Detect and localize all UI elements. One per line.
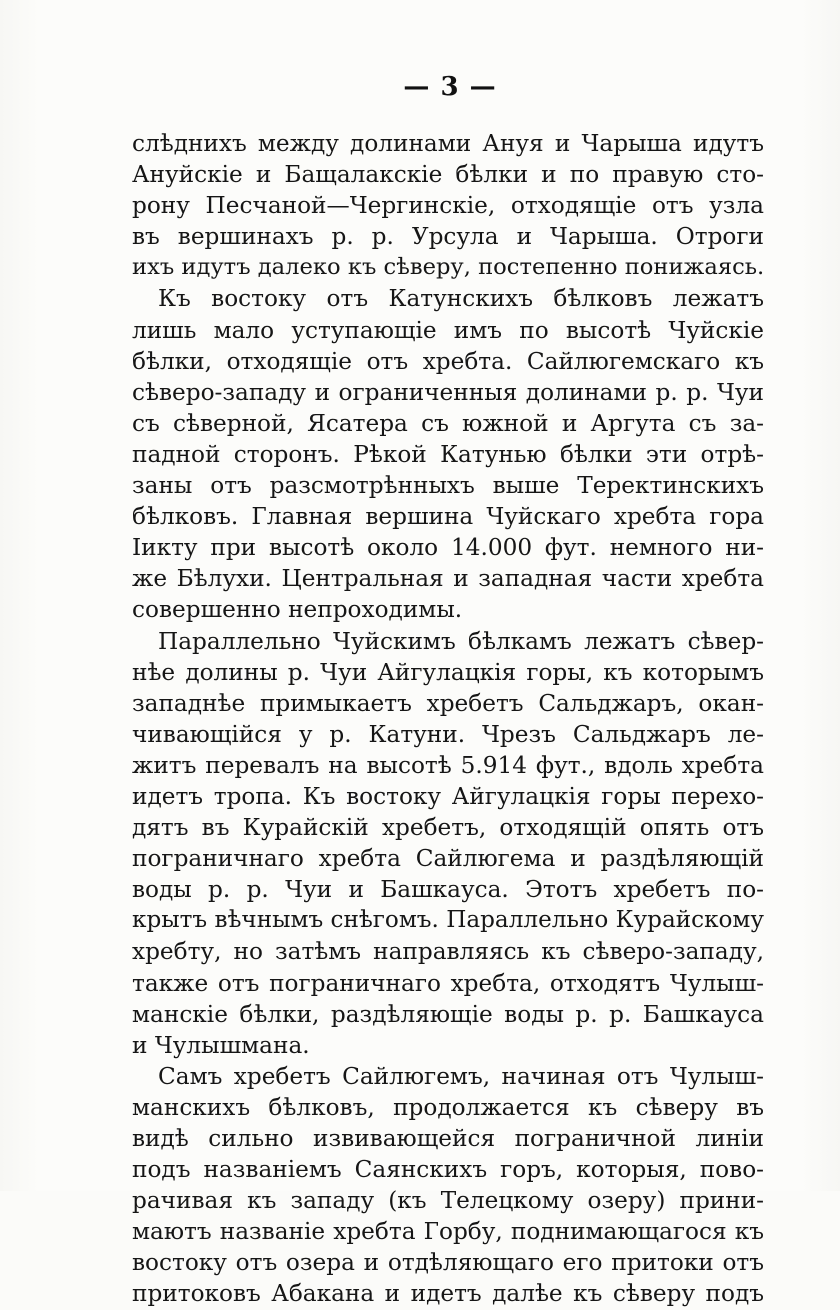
text-line: съ сѣверной, Ясатера съ южной и Аргута съ за- xyxy=(132,409,764,437)
text-line: рону Песчаной—Чергинскіе, отходящіе отъ узла xyxy=(132,192,764,220)
text-line: идетъ тропа. Къ востоку Айгулацкія горы перехо- xyxy=(132,782,764,810)
text-line: воды р. р. Чуи и Башкауса. Этотъ хребетъ по- xyxy=(132,876,764,904)
text-line: бѣлковъ. Главная вершина Чуйскаго хребта гора xyxy=(132,503,764,531)
text-line: бѣлки, отходящіе отъ хребта. Сайлюгемскаго къ xyxy=(132,347,764,375)
text-line: также отъ пограничнаго хребта, отходятъ Чулыш- xyxy=(132,969,764,997)
text-line: маютъ названіе хребта Горбу, поднимающагося къ xyxy=(132,1218,764,1246)
text-line: манскіе бѣлки, раздѣляющіе воды р. р. Башкауса xyxy=(132,1000,764,1028)
text-line: крытъ вѣчнымъ снѣгомъ. Параллельно Курайскому xyxy=(132,907,764,934)
text-line: нѣе долины р. Чуи Айгулацкія горы, къ которымъ xyxy=(132,658,764,686)
text-line: видѣ сильно извивающейся пограничной линіи xyxy=(132,1125,764,1152)
text-line: Къ востоку отъ Катунскихъ бѣлковъ лежатъ xyxy=(158,285,764,313)
text-line: манскихъ бѣлковъ, продолжается къ сѣверу въ xyxy=(132,1093,764,1121)
text-line: востоку отъ озера и отдѣляющаго его притоки отъ xyxy=(132,1249,764,1277)
text-line: заны отъ разсмотрѣнныхъ выше Теректинскихъ xyxy=(132,472,764,500)
text-line: лишь мало уступающіе имъ по высотѣ Чуйскіе xyxy=(132,316,764,344)
text-line: слѣднихъ между долинами Ануя и Чарыша идутъ xyxy=(132,130,764,157)
text-line: рачивая къ западу (къ Телецкому озеру) прини- xyxy=(132,1187,764,1215)
text-line: падной сторонъ. Рѣкой Катунью бѣлки эти отрѣ- xyxy=(132,440,764,468)
text-line: и Чулышмана. xyxy=(132,1031,310,1059)
text-line: подъ названіемъ Саянскихъ горъ, которыя, пово- xyxy=(132,1156,764,1184)
text-line: въ вершинахъ р. р. Урсула и Чарыша. Отроги xyxy=(132,223,764,251)
text-line: хребту, но затѣмъ направляясь къ сѣверо-западу, xyxy=(132,938,764,966)
page-body-text xyxy=(132,128,764,1310)
text-line: Ануйскіе и Бащалакскіе бѣлки и по правую сто- xyxy=(132,161,764,189)
text-line: же Бѣлухи. Центральная и западная части хребта xyxy=(132,565,764,593)
page-number: — 3 — xyxy=(403,72,497,102)
text-line: Параллельно Чуйскимъ бѣлкамъ лежатъ сѣвер- xyxy=(158,627,764,655)
text-line: пограничнаго хребта Сайлюгема и раздѣляющій xyxy=(132,845,764,873)
text-line: сѣверо-западу и ограниченныя долинами р. р. Чуи xyxy=(132,378,764,406)
text-line: ихъ идутъ далеко къ сѣверу, постепенно понижаясь. xyxy=(132,254,765,281)
text-line: житъ перевалъ на высотѣ 5.914 фут., вдоль хребта xyxy=(132,751,764,779)
text-line: западнѣе примыкаетъ хребетъ Сальджаръ, окан- xyxy=(132,689,764,717)
text-line: чивающійся у р. Катуни. Чрезъ Сальджаръ ле- xyxy=(132,720,764,748)
text-line: Самъ хребетъ Сайлюгемъ, начиная отъ Чулыш- xyxy=(158,1062,764,1090)
text-line: притоковъ Абакана и идетъ далѣе къ сѣверу подъ xyxy=(132,1280,764,1308)
text-line: дятъ въ Курайскій хребетъ, отходящій опять отъ xyxy=(132,814,764,842)
text-line: совершенно непроходимы. xyxy=(132,596,463,624)
text-line: Іикту при высотѣ около 14.000 фут. немного ни- xyxy=(132,534,764,562)
